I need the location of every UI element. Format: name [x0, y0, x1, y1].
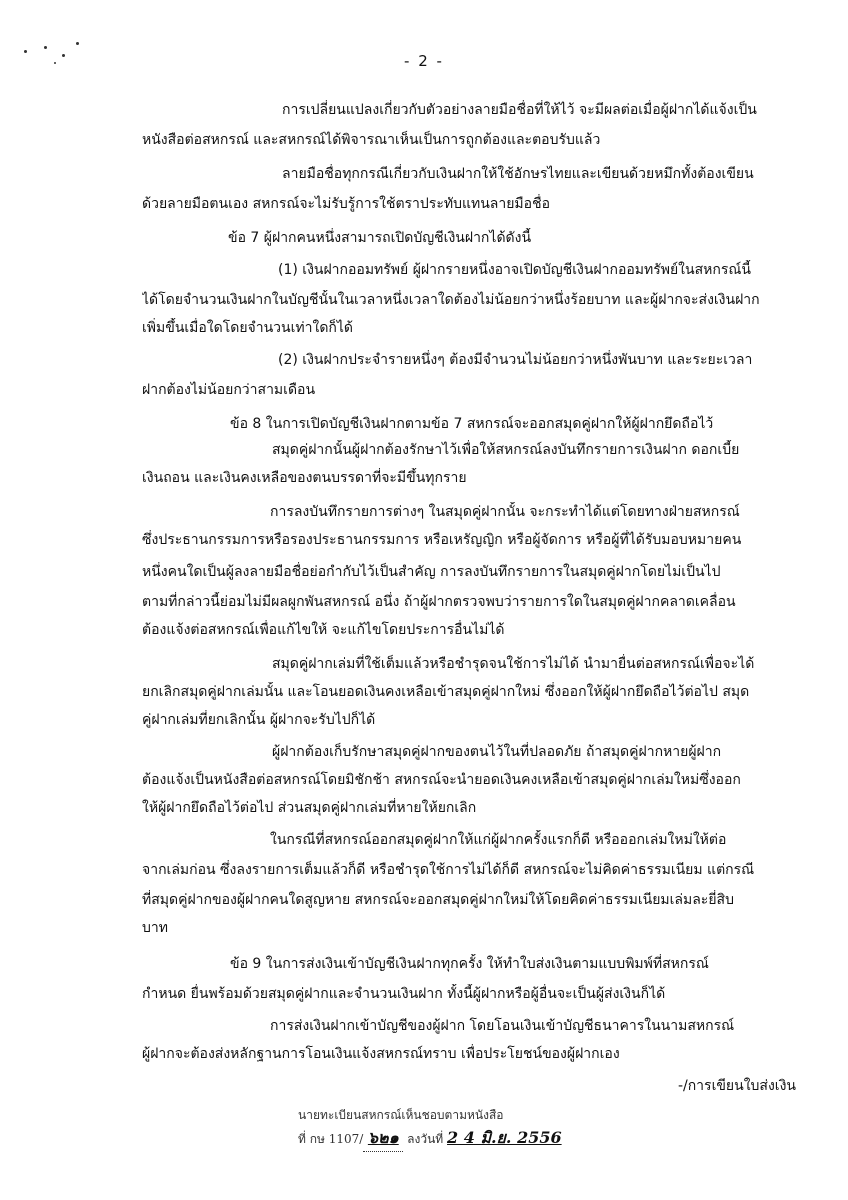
stamp-reference-number: ๖๒๑ — [363, 1126, 403, 1152]
clause-heading: ข้อ 8 ในการเปิดบัญชีเงินฝากตามข้อ 7 สหกรณ์จะออกสมุดคู่ฝากให้ผู้ฝากยึดถือไว้ — [230, 416, 714, 432]
registrar-stamp-line2 — [298, 1126, 598, 1152]
stamp-reference-prefix: ที่ กษ 1107/ — [298, 1132, 364, 1146]
text-line: สมุดคู่ฝากเล่มที่ใช้เต็มแล้วหรือชำรุดจนใช้การไม่ได้ นำมายื่นต่อสหกรณ์เพื่อจะได้ — [272, 656, 755, 672]
text-line: (1) เงินฝากออมทรัพย์ ผู้ฝากรายหนึ่งอาจเปิดบัญชีเงินฝากออมทรัพย์ในสหกรณ์นี้ — [278, 262, 751, 278]
text-line: การลงบันทึกรายการต่างๆ ในสมุดคู่ฝากนั้น จะกระทำได้แต่โดยทางฝ่ายสหกรณ์ — [270, 504, 740, 520]
text-line: ฝากต้องไม่น้อยกว่าสามเดือน — [142, 382, 316, 398]
text-line: บาท — [142, 920, 168, 936]
text-line: การเปลี่ยนแปลงเกี่ยวกับตัวอย่างลายมือชื่อที่ให้ไว้ จะมีผลต่อเมื่อผู้ฝากได้แจ้งเป็น — [282, 102, 757, 118]
text-line: การส่งเงินฝากเข้าบัญชีของผู้ฝาก โดยโอนเงินเข้าบัญชีธนาคารในนามสหกรณ์ — [270, 1018, 735, 1034]
stamp-date-handwritten: 2 4 มิ.ย. 2556 — [447, 1128, 562, 1147]
text-line: (2) เงินฝากประจำรายหนึ่งๆ ต้องมีจำนวนไม่น้อยกว่าหนึ่งพันบาท และระยะเวลา — [278, 352, 753, 368]
text-line: สมุดคู่ฝากนั้นผู้ฝากต้องรักษาไว้เพื่อให้สหกรณ์ลงบันทึกรายการเงินฝาก ดอกเบี้ย — [272, 442, 740, 458]
text-line: ผู้ฝากจะต้องส่งหลักฐานการโอนเงินแจ้งสหกรณ์ทราบ เพื่อประโยชน์ของผู้ฝากเอง — [142, 1046, 620, 1062]
text-line: ซึ่งประธานกรรมการหรือรองประธานกรรมการ หรือเหรัญญิก หรือผู้จัดการ หรือผู้ที่ได้รับมอบหมายคน — [142, 532, 742, 548]
continuation-marker: -/การเขียนใบส่งเงิน — [677, 1078, 796, 1094]
clause-heading: ข้อ 9 ในการส่งเงินเข้าบัญชีเงินฝากทุกครั้ง ให้ทำใบส่งเงินตามแบบพิมพ์ที่สหกรณ์ — [230, 956, 709, 972]
text-line: คู่ฝากเล่มที่ยกเลิกนั้น ผู้ฝากจะรับไปก็ได้ — [142, 712, 376, 728]
text-line: ให้ผู้ฝากยึดถือไว้ต่อไป ส่วนสมุดคู่ฝากเล่มที่หายให้ยกเลิก — [142, 800, 477, 816]
text-line: ยกเลิกสมุดคู่ฝากเล่มนั้น และโอนยอดเงินคงเหลือเข้าสมุดคู่ฝากใหม่ ซึ่งออกให้ผู้ฝากยึดถือไว้ต่อไป สมุด — [142, 684, 750, 700]
text-line: หนังสือต่อสหกรณ์ และสหกรณ์ได้พิจารณาเห็นเป็นการถูกต้องและตอบรับแล้ว — [142, 132, 601, 148]
text-line: ด้วยลายมือตนเอง สหกรณ์จะไม่รับรู้การใช้ตราประทับแทนลายมือชื่อ — [142, 196, 550, 212]
text-line: ได้โดยจำนวนเงินฝากในบัญชีนั้นในเวลาหนึ่งเวลาใดต้องไม่น้อยกว่าหนึ่งร้อยบาท และผู้ฝากจะส่งเงินฝาก — [142, 292, 760, 308]
registrar-stamp-line1: นายทะเบียนสหกรณ์เห็นชอบตามหนังสือ — [298, 1108, 504, 1122]
text-line: ต้องแจ้งเป็นหนังสือต่อสหกรณ์โดยมิชักช้า สหกรณ์จะนำยอดเงินคงเหลือเข้าสมุดคู่ฝากเล่มใหม่ซึ่งออก — [142, 772, 741, 788]
text-line: ที่สมุดคู่ฝากของผู้ฝากคนใดสูญหาย สหกรณ์จะออกสมุดคู่ฝากใหม่ให้โดยคิดค่าธรรมเนียมเล่มละยี่สิบ — [142, 892, 734, 908]
text-line: ผู้ฝากต้องเก็บรักษาสมุดคู่ฝากของตนไว้ในที่ปลอดภัย ถ้าสมุดคู่ฝากหายผู้ฝาก — [272, 744, 722, 760]
text-line: ลายมือชื่อทุกกรณีเกี่ยวกับเงินฝากให้ใช้อักษรไทยและเขียนด้วยหมึกทั้งต้องเขียน — [282, 166, 754, 182]
page-number: - 2 - — [404, 52, 444, 70]
text-line: จากเล่มก่อน ซึ่งลงรายการเต็มแล้วก็ดี หรือชำรุดใช้การไม่ได้ก็ดี สหกรณ์จะไม่คิดค่าธรรมเนียม แต่กรณี — [142, 862, 755, 878]
text-line: เงินถอน และเงินคงเหลือของตนบรรดาที่จะมีขึ้นทุกราย — [142, 470, 467, 486]
text-line: กำหนด ยื่นพร้อมด้วยสมุดคู่ฝากและจำนวนเงินฝาก ทั้งนี้ผู้ฝากหรือผู้อื่นจะเป็นผู้ส่งเงินก็ได้ — [142, 986, 666, 1002]
text-line: ต้องแจ้งต่อสหกรณ์เพื่อแก้ไขให้ จะแก้ไขโดยประการอื่นไม่ได้ — [142, 622, 505, 638]
text-line: เพิ่มขึ้นเมื่อใดโดยจำนวนเท่าใดก็ได้ — [142, 320, 354, 336]
text-line: หนึ่งคนใดเป็นผู้ลงลายมือชื่อย่อกำกับไว้เป็นสำคัญ การลงบันทึกรายการในสมุดคู่ฝากโดยไม่เป็นไป — [142, 564, 721, 580]
stamp-date-label: ลงวันที่ — [407, 1132, 444, 1146]
clause-heading: ข้อ 7 ผู้ฝากคนหนึ่งสามารถเปิดบัญชีเงินฝากได้ดังนี้ — [228, 230, 532, 246]
text-line: ตามที่กล่าวนี้ย่อมไม่มีผลผูกพันสหกรณ์ อนึ่ง ถ้าผู้ฝากตรวจพบว่ารายการใดในสมุดคู่ฝากคลาดเคลื่อน — [142, 594, 736, 610]
text-line: ในกรณีที่สหกรณ์ออกสมุดคู่ฝากให้แก่ผู้ฝากครั้งแรกก็ดี หรือออกเล่มใหม่ให้ต่อ — [270, 832, 727, 848]
